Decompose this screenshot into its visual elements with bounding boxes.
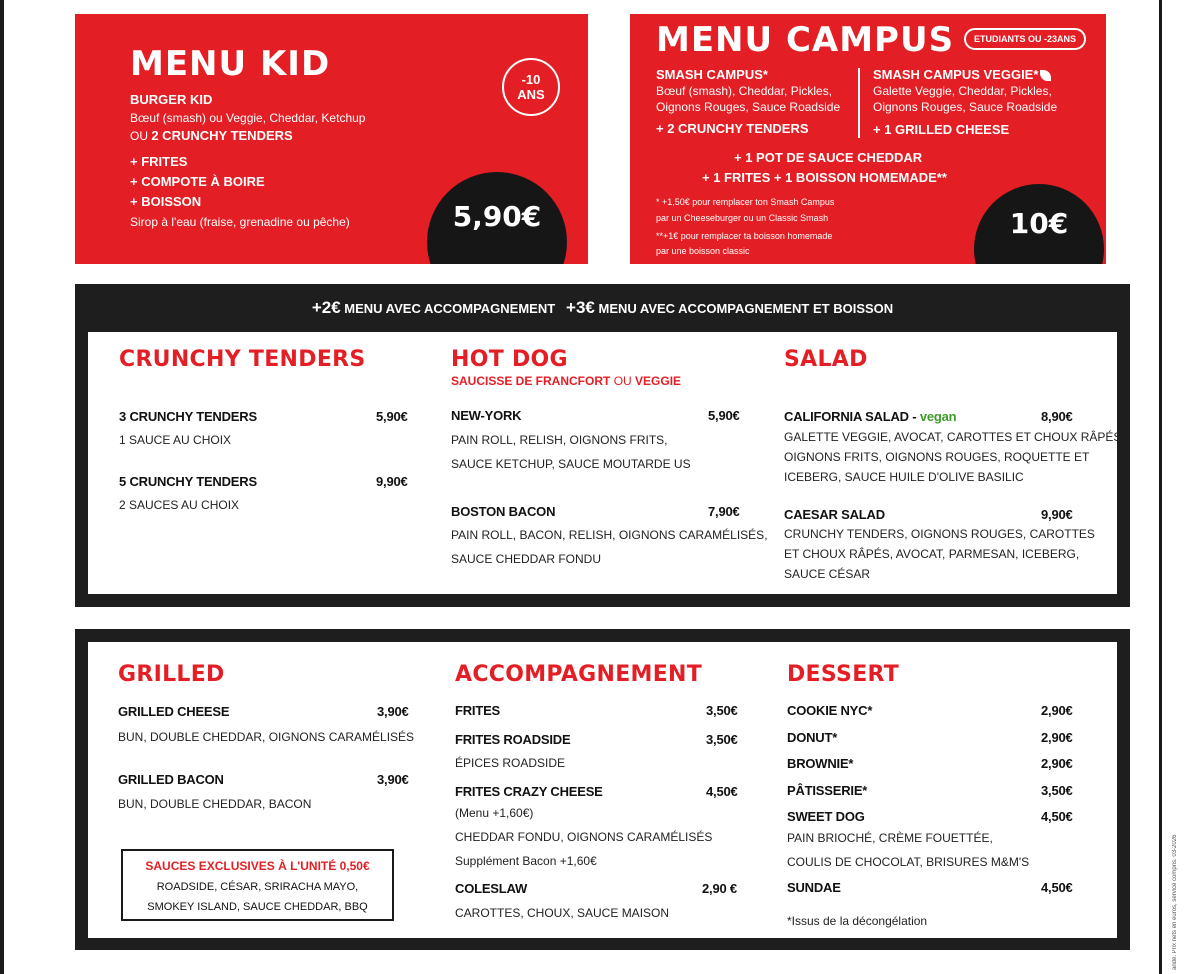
campus-note-2b: par une boisson classic: [656, 246, 750, 256]
frites-crazy-desc1: (Menu +1,60€): [455, 806, 534, 820]
campus-price: 10€: [974, 184, 1104, 264]
cookie-name: COOKIE NYC*: [787, 703, 873, 718]
caesar-price: 9,90€: [1041, 507, 1073, 522]
smash-veggie-title: SMASH CAMPUS VEGGIE*: [873, 67, 1039, 82]
boston-desc2: SAUCE CHEDDAR FONDU: [451, 552, 602, 566]
frites-crazy-name: FRITES CRAZY CHEESE: [455, 784, 603, 799]
sauces-title: SAUCES EXCLUSIVES À L'UNITÉ 0,50€: [145, 859, 370, 873]
crunchy-title: CRUNCHY TENDERS: [119, 347, 366, 372]
menu-panel-top: [88, 332, 1125, 594]
age-badge: [502, 58, 560, 116]
plus2-price: +2€: [311, 298, 341, 317]
coleslaw-price: 2,90 €: [702, 881, 737, 896]
frites-crazy-desc2: CHEDDAR FONDU, OIGNONS CARAMÉLISÉS: [455, 830, 713, 844]
crunchy-5-name: 5 CRUNCHY TENDERS: [119, 474, 257, 489]
grilled-cheese-price: 3,90€: [377, 704, 409, 719]
kid-drink-desc: Sirop à l'eau (fraise, grenadine ou pêche): [130, 215, 350, 229]
grilled-cheese-name: GRILLED CHEESE: [118, 704, 230, 719]
kid-extra-drink: + BOISSON: [130, 194, 202, 209]
brownie-price: 2,90€: [1041, 756, 1073, 771]
frites-roadside-name: FRITES ROADSIDE: [455, 732, 571, 747]
grilled-bacon-desc: BUN, DOUBLE CHEDDAR, BACON: [118, 797, 312, 811]
kid-extra-compote: + COMPOTE À BOIRE: [130, 174, 265, 189]
patisserie-price: 3,50€: [1041, 783, 1073, 798]
sweetdog-price: 4,50€: [1041, 809, 1073, 824]
newyork-price: 5,90€: [708, 408, 740, 423]
menu-frame-bottom: [75, 629, 1130, 950]
grilled-bacon-price: 3,90€: [377, 772, 409, 787]
menu-panel-bottom: [88, 642, 1117, 938]
student-badge: ETUDIANTS OU -23ANS: [964, 28, 1086, 50]
leaf-icon: [1040, 70, 1051, 81]
smash-campus-title: SMASH CAMPUS*: [656, 67, 768, 82]
california-name: CALIFORNIA SALAD -: [784, 409, 920, 424]
frites-roadside-desc: ÉPICES ROADSIDE: [455, 756, 566, 770]
smash-veggie-extra: + 1 GRILLED CHEESE: [873, 122, 1010, 137]
sweetdog-name: SWEET DOG: [787, 809, 865, 824]
crunchy-3-name: 3 CRUNCHY TENDERS: [119, 409, 257, 424]
california-desc3: ICEBERG, SAUCE HUILE D'OLIVE BASILIC: [784, 470, 1024, 484]
hotdog-sub-a: SAUCISSE DE FRANCFORT: [451, 374, 611, 388]
legal-notice: ande. Prix nets en euros, service compris. 03-2026: [1172, 834, 1178, 970]
frites-crazy-desc3: Supplément Bacon +1,60€: [455, 854, 597, 868]
or-word: OU: [130, 129, 148, 143]
caesar-desc2: ET CHOUX RÂPÉS, AVOCAT, PARMESAN, ICEBERG,: [784, 547, 1080, 561]
vegan-tag: vegan: [919, 409, 957, 424]
coleslaw-name: COLESLAW: [455, 881, 528, 896]
brownie-name: BROWNIE*: [787, 756, 854, 771]
hotdog-title: HOT DOG: [451, 347, 568, 372]
burger-kid-title: BURGER KID: [130, 92, 213, 107]
grilled-cheese-desc: BUN, DOUBLE CHEDDAR, OIGNONS CARAMÉLISÉS: [118, 730, 415, 744]
dessert-footnote: *Issus de la décongélation: [787, 914, 928, 928]
cookie-price: 2,90€: [1041, 703, 1073, 718]
california-desc2: OIGNONS FRITS, OIGNONS ROUGES, ROQUETTE ET: [784, 450, 1090, 464]
hotdog-sub-or: OU: [613, 374, 632, 388]
caesar-desc3: SAUCE CÉSAR: [784, 567, 871, 581]
sauces-line2: SMOKEY ISLAND, SAUCE CHEDDAR, BBQ: [147, 901, 368, 913]
california-price: 8,90€: [1041, 409, 1073, 424]
tenders-line: [130, 128, 293, 144]
crunchy-5-desc: 2 SAUCES AU CHOIX: [119, 498, 240, 512]
newyork-name: NEW-YORK: [451, 408, 522, 423]
crunchy-5-price: 9,90€: [376, 474, 408, 489]
frites-crazy-price: 4,50€: [706, 784, 738, 799]
kid-price: 5,90€: [427, 172, 567, 264]
grilled-bacon-name: GRILLED BACON: [118, 772, 224, 787]
salad-title: SALAD: [784, 347, 868, 372]
menu-campus-title: MENU CAMPUS: [656, 20, 955, 60]
crunchy-3-price: 5,90€: [376, 409, 408, 424]
donut-price: 2,90€: [1041, 730, 1073, 745]
campus-common-2: + 1 FRITES + 1 BOISSON HOMEMADE**: [702, 170, 947, 185]
california-desc1: GALETTE VEGGIE, AVOCAT, CAROTTES ET CHOUX RÂPÉS,: [784, 430, 1125, 444]
sundae-price: 4,50€: [1041, 880, 1073, 895]
caesar-name: CAESAR SALAD: [784, 507, 885, 522]
frites-name: FRITES: [455, 703, 501, 718]
boston-name: BOSTON BACON: [451, 504, 556, 519]
burger-kid-desc: Bœuf (smash) ou Veggie, Cheddar, Ketchup: [130, 111, 366, 125]
frites-price: 3,50€: [706, 703, 738, 718]
campus-note-1a: * +1,50€ pour remplacer ton Smash Campus: [656, 197, 835, 207]
supplement-bar: [75, 298, 1130, 318]
smash-campus-extra: + 2 CRUNCHY TENDERS: [656, 121, 809, 136]
menu-frame-top: [75, 284, 1130, 607]
coleslaw-desc: CAROTTES, CHOUX, SAUCE MAISON: [455, 906, 670, 920]
dessert-title: DESSERT: [787, 662, 900, 687]
campus-common-1: + 1 POT DE SAUCE CHEDDAR: [734, 150, 923, 165]
sweetdog-desc1: PAIN BRIOCHÉ, CRÈME FOUETTÉE,: [787, 831, 993, 845]
patisserie-name: PÂTISSERIE*: [787, 783, 868, 798]
page-border-left: [0, 0, 4, 974]
sundae-name: SUNDAE: [787, 880, 841, 895]
menu-kid-card: [75, 14, 588, 264]
smash-veggie-desc1: Galette Veggie, Cheddar, Pickles,: [873, 84, 1052, 98]
plus3-text: MENU AVEC ACCOMPAGNEMENT ET BOISSON: [598, 301, 894, 316]
kid-tenders: 2 CRUNCHY TENDERS: [151, 128, 293, 143]
caesar-desc1: CRUNCHY TENDERS, OIGNONS ROUGES, CAROTTES: [784, 527, 1095, 541]
hotdog-subtitle: [451, 374, 681, 388]
crunchy-3-desc: 1 SAUCE AU CHOIX: [119, 433, 232, 447]
plus2-text: MENU AVEC ACCOMPAGNEMENT: [344, 301, 556, 316]
sweetdog-desc2: COULIS DE CHOCOLAT, BRISURES M&M'S: [787, 855, 1030, 869]
campus-note-2a: **+1€ pour remplacer ta boisson homemade: [656, 231, 833, 241]
california-name-line: [784, 409, 956, 424]
kid-extra-fries: + FRITES: [130, 154, 188, 169]
grilled-title: GRILLED: [118, 662, 225, 687]
menu-kid-title: MENU KID: [130, 44, 331, 84]
sauces-line1: ROADSIDE, CÉSAR, SRIRACHA MAYO,: [156, 881, 359, 893]
boston-price: 7,90€: [708, 504, 740, 519]
newyork-desc2: SAUCE KETCHUP, SAUCE MOUTARDE US: [451, 457, 691, 471]
boston-desc1: PAIN ROLL, BACON, RELISH, OIGNONS CARAMÉLISÉS,: [451, 528, 768, 542]
page-border-right: [1159, 0, 1162, 974]
age-badge-line1: -10: [521, 72, 541, 87]
frites-roadside-price: 3,50€: [706, 732, 738, 747]
plus3-price: +3€: [566, 298, 595, 317]
hotdog-sub-b: VEGGIE: [635, 374, 682, 388]
smash-campus-desc2: Oignons Rouges, Sauce Roadside: [656, 100, 841, 114]
smash-veggie-title-line: [873, 67, 1051, 83]
sauces-box: [121, 849, 394, 921]
donut-name: DONUT*: [787, 730, 838, 745]
campus-note-1b: par un Cheeseburger ou un Classic Smash: [656, 213, 829, 223]
smash-campus-desc1: Bœuf (smash), Cheddar, Pickles,: [656, 84, 833, 98]
campus-divider: [858, 68, 860, 138]
smash-veggie-desc2: Oignons Rouges, Sauce Roadside: [873, 100, 1058, 114]
menu-campus-card: [630, 14, 1106, 264]
sides-title: ACCOMPAGNEMENT: [455, 662, 703, 687]
age-badge-line2: ANS: [517, 87, 545, 102]
newyork-desc1: PAIN ROLL, RELISH, OIGNONS FRITS,: [451, 433, 668, 447]
